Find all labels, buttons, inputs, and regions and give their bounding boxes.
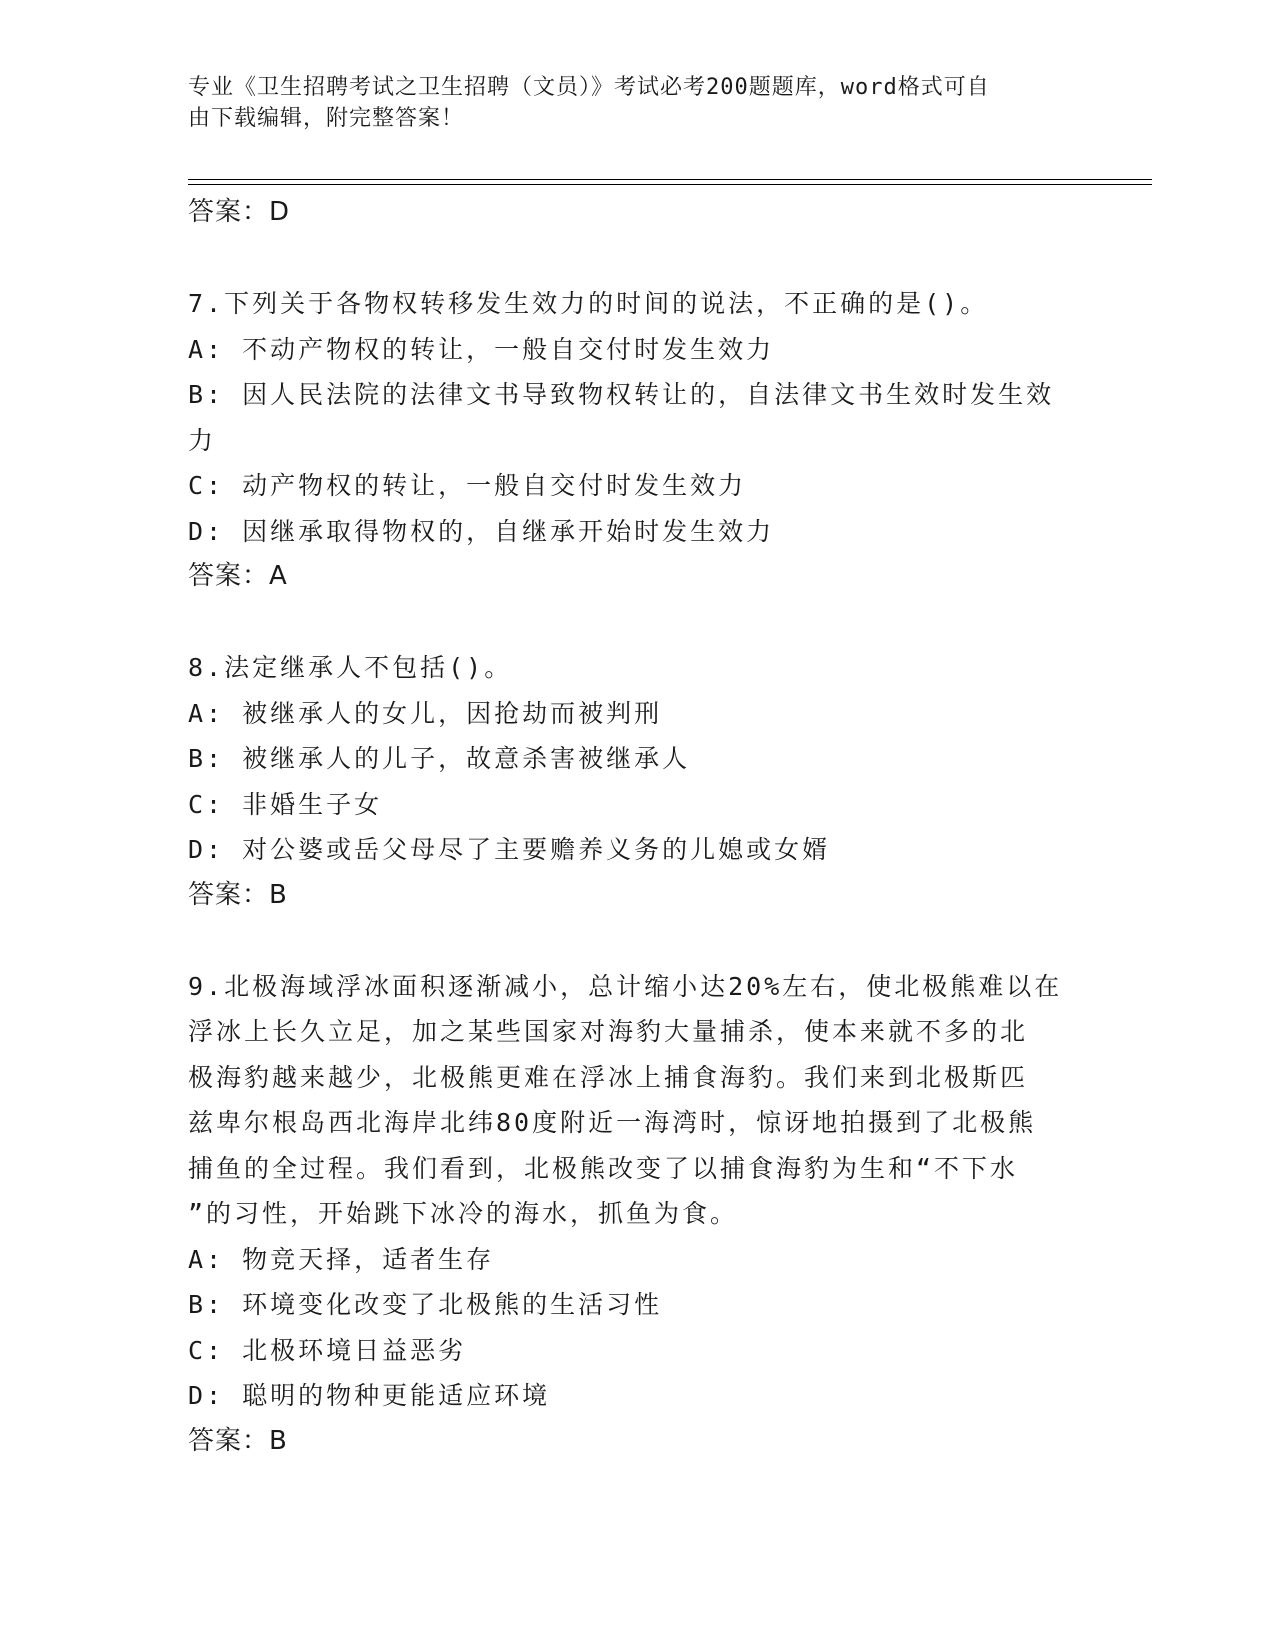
question-stem: 8.法定继承人不包括()。 [188,653,513,682]
option-d: D: 对公婆或岳父母尽了主要赡养义务的儿媳或女婿 [188,835,831,864]
question-9 [188,964,1088,1465]
header-divider-bottom [188,184,1152,185]
option-a: A: 物竞天择，适者生存 [188,1244,495,1274]
option-c: C: 非婚生子女 [188,789,383,819]
option-b: B: 被继承人的儿子，故意杀害被继承人 [188,744,691,773]
option-a: A: 不动产物权的转让，一般自交付时发生效力 [188,334,775,364]
question-stem-line-1: 9.北极海域浮冰面积逐渐减小，总计缩小达20%左右，使北极熊难以在 [188,971,1063,1001]
header-line-1: 专业《卫生招聘考试之卫生招聘（文员）》考试必考200题题库，word格式可自 [188,75,990,100]
previous-answer: 答案：D [188,197,291,227]
option-c: C: 北极环境日益恶劣 [188,1335,467,1365]
option-b: B: 环境变化改变了北极熊的生活习性 [188,1290,663,1319]
question-stem-line-5: 捕鱼的全过程。我们看到，北极熊改变了以捕食海豹为生和“不下水 [188,1153,1019,1183]
option-d: D: 聪明的物种更能适应环境 [188,1381,551,1410]
option-b: B: 因人民法院的法律文书导致物权转让的，自法律文书生效时发生效 [188,380,1055,409]
header-line-2: 由下载编辑，附完整答案！ [188,106,465,131]
question-stem-line-4: 兹卑尔根岛西北海岸北纬80度附近一海湾时，惊讶地拍摄到了北极熊 [188,1108,1037,1137]
option-a: A: 被继承人的女儿，因抢劫而被判刑 [188,698,663,728]
question-7 [188,281,1088,600]
question-8 [188,645,1088,918]
question-stem-line-6: ”的习性，开始跳下冰冷的海水，抓鱼为食。 [188,1199,739,1228]
question-stem-line-2: 浮冰上长久立足，加之某些国家对海豹大量捕杀，使本来就不多的北 [188,1017,1029,1046]
header-divider-top [188,179,1152,180]
question-list [188,190,1088,1464]
question-stem: 7.下列关于各物权转移发生效力的时间的说法，不正确的是()。 [188,289,989,318]
question-stem-line-3: 极海豹越来越少，北极熊更难在浮冰上捕食海豹。我们来到北极斯匹 [188,1062,1029,1092]
answer-label: 答案：B [188,879,288,910]
option-d: D: 因继承取得物权的，自继承开始时发生效力 [188,516,775,546]
document-header [188,72,1068,134]
answer-label: 答案：A [188,561,288,591]
answer-label: 答案：B [188,1425,288,1456]
option-c: C: 动产物权的转让，一般自交付时发生效力 [188,471,747,500]
option-b-continued: 力 [188,425,217,455]
